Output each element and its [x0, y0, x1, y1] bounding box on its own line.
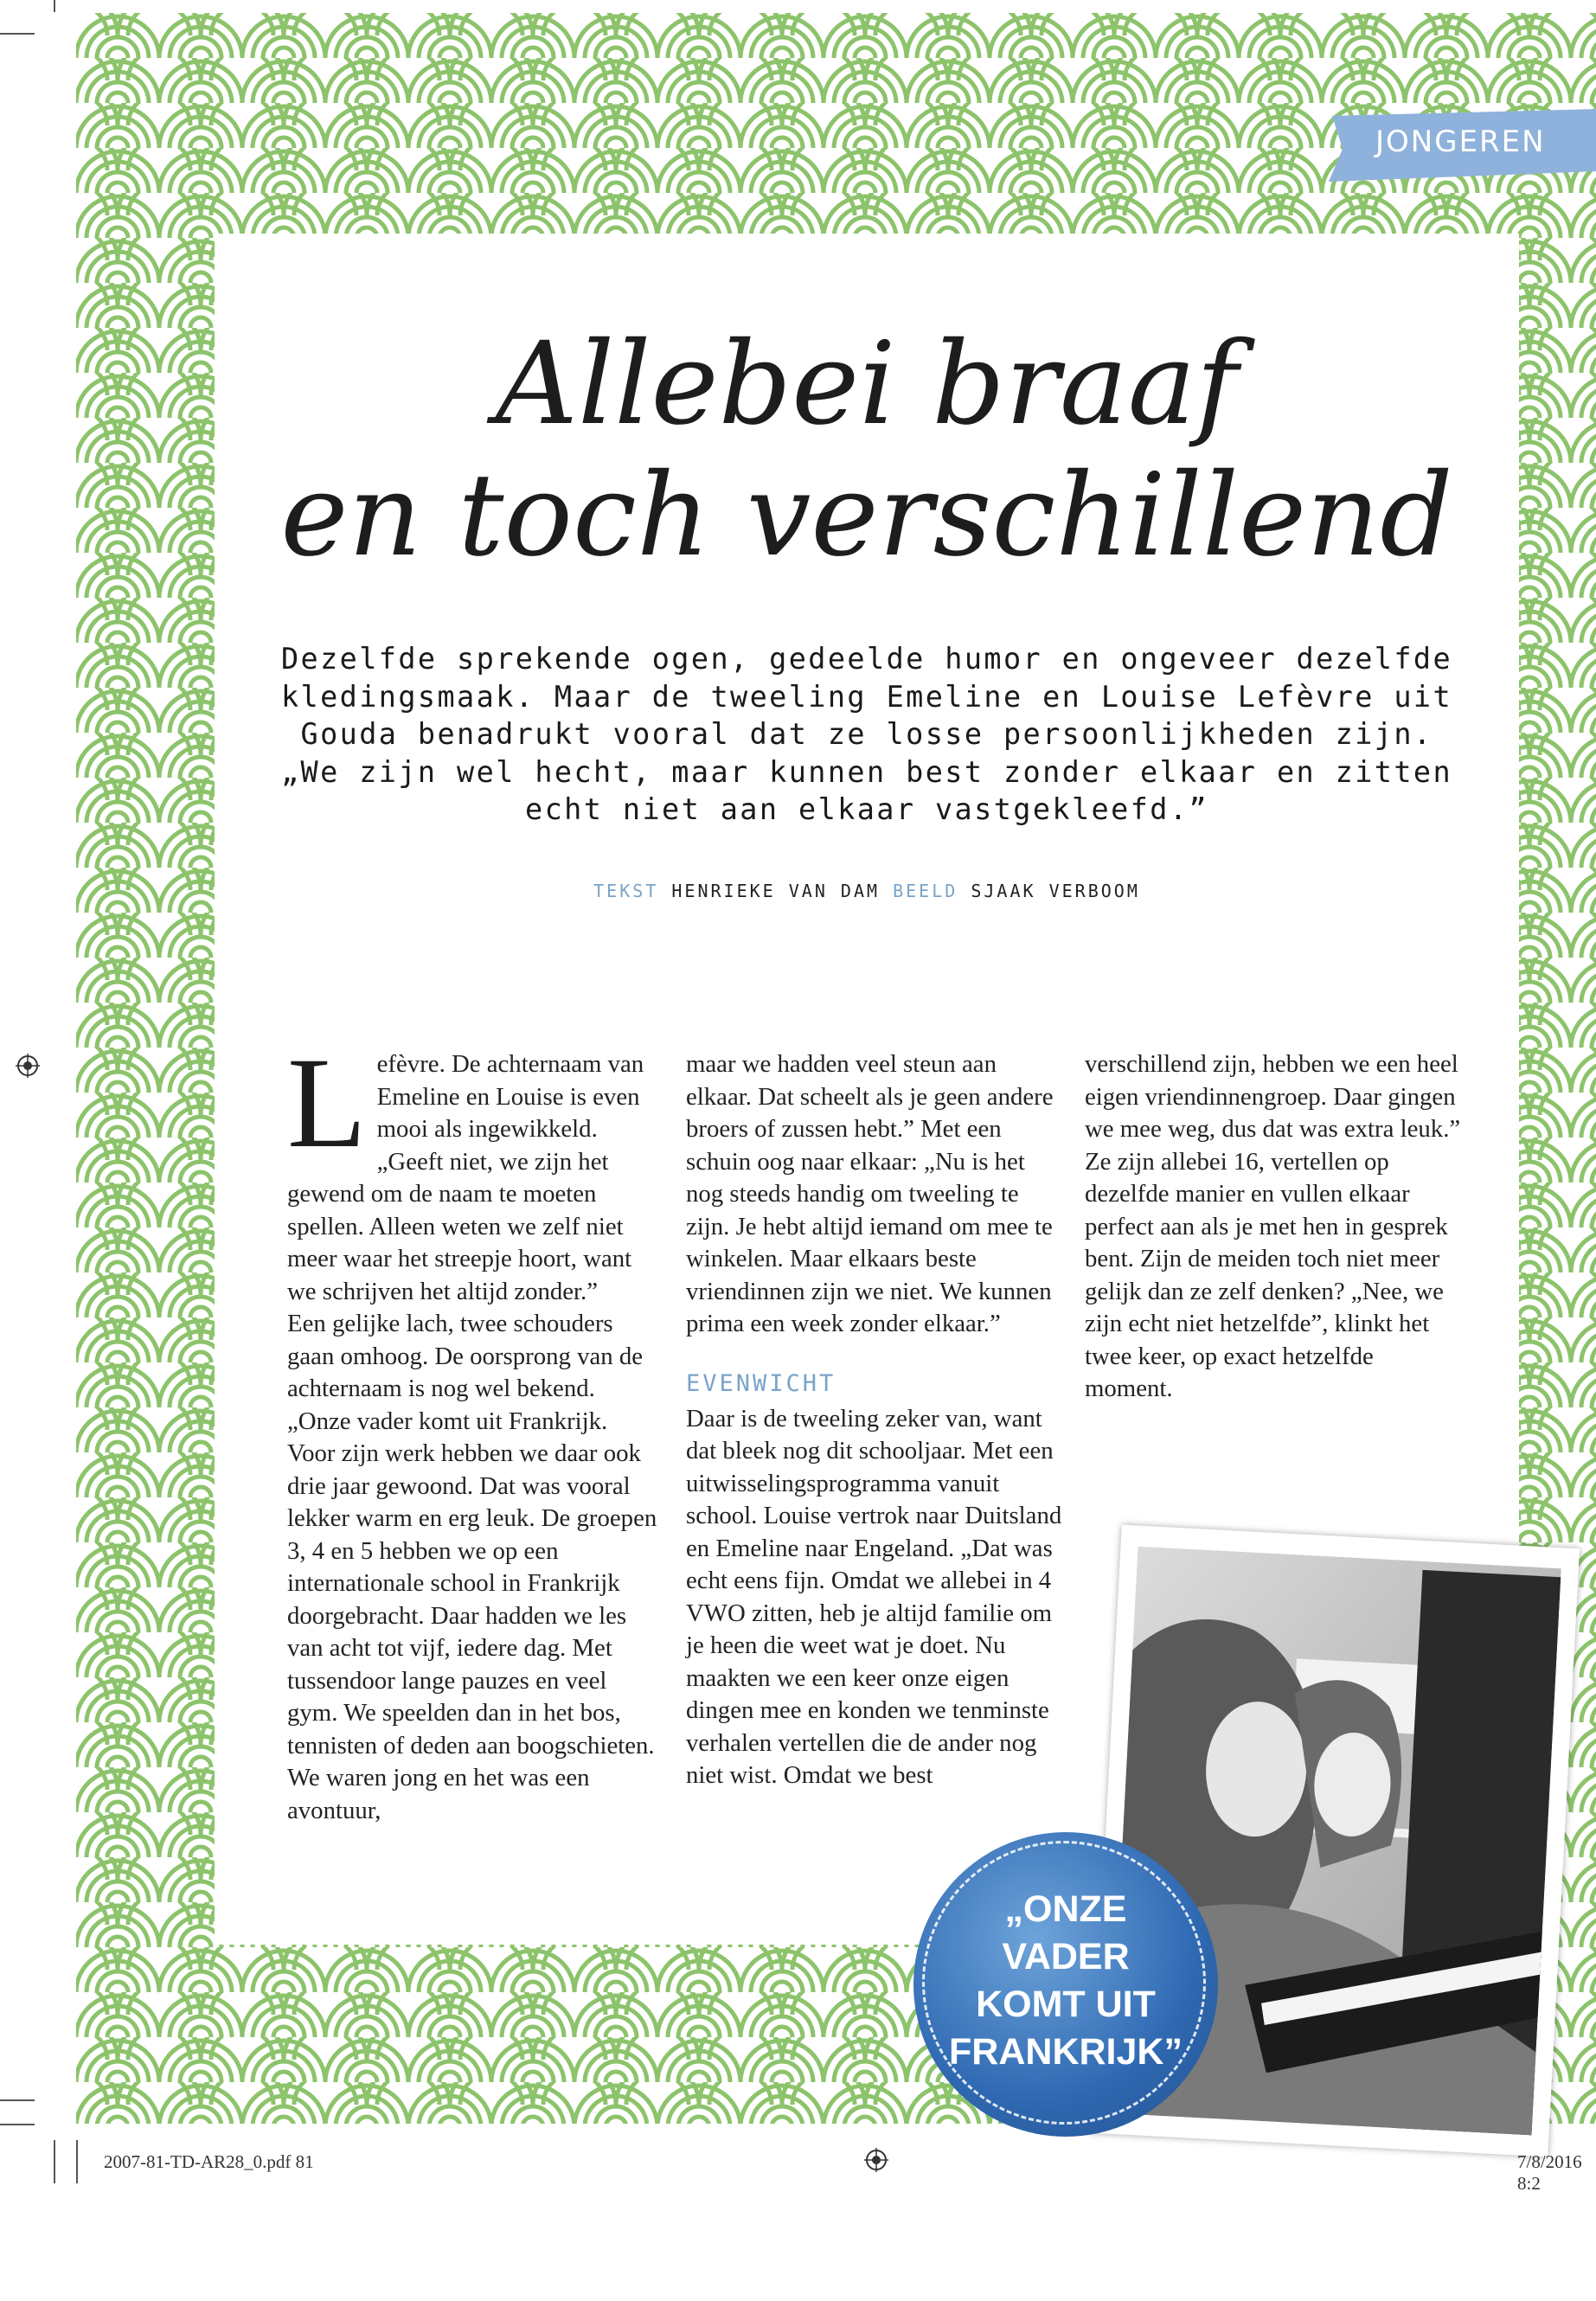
body-column-3: [1085, 1048, 1465, 1406]
text-credit-label: TEKST: [593, 881, 659, 901]
subheading: EVENWICHT: [686, 1369, 836, 1397]
photo-credit-author: SJAAK VERBOOM: [971, 881, 1140, 901]
credits-line: [215, 881, 1519, 901]
quote-line-4: FRANKRIJK”: [949, 2031, 1183, 2073]
crop-mark: [76, 2140, 78, 2183]
body-paragraph: efèvre. De achternaam van Emeline en Louise is even mooi als ingewikkeld. „Geeft niet, we zijn het gewend om de naam te moeten spellen. Alleen weten we zelf niet meer waar het streepje hoort, want we schrijven het altijd zonder.”: [287, 1050, 644, 1305]
body-paragraph: Een gelijke lach, twee schouders gaan omhoog. De oorsprong van de achternaam is nog wel bekend. „Onze vader komt uit Frankrijk. Voor zijn werk hebben we daar ook drie jaar gewoond. Dat was vooral lekker warm en erg leuk. De groepen 3, 4 en 5 hebben we op een internationale school in Frankrijk doorgebracht. Daar hadden we les van acht tot vijf, iedere dag. Met tussendoor lange pauzes en veel gym. We speelden dan in het bos, tennisten of deden aan boogschieten. We waren jong en het was een avontuur,: [287, 1310, 657, 1824]
section-ribbon: [1317, 109, 1596, 182]
body-paragraph: Ze zijn allebei 16, vertellen op dezelfde manier en vullen elkaar perfect aan als je met hen in gesprek bent. Zijn de meiden toch niet meer gelijk dan ze zelf denken? „Nee, we zijn echt niet hetzelfde”, klinkt het twee keer, op exact hetzelfde moment.: [1085, 1147, 1448, 1402]
footer-date: 7/8/2016 8:2: [1517, 2151, 1582, 2194]
section-tag: JONGEREN: [1375, 125, 1546, 159]
title-line-2: en toch verschillend: [280, 449, 1453, 582]
crop-mark: [0, 2124, 35, 2125]
body-column-1: [287, 1031, 659, 1827]
body-column-2: [686, 1048, 1067, 1792]
registration-mark-icon: [864, 2148, 888, 2172]
registration-mark-icon: [16, 1054, 40, 1078]
footer-file-info: 2007-81-TD-AR28_0.pdf 81: [104, 2151, 314, 2172]
pull-quote-badge: [913, 1832, 1218, 2137]
photo-credit-label: BEELD: [893, 881, 958, 901]
quote-line-3: KOMT UIT: [976, 1984, 1156, 2025]
crop-mark: [54, 2140, 55, 2183]
crop-mark: [54, 0, 55, 12]
body-paragraph: maar we hadden veel steun aan elkaar. Dat scheelt als je geen andere broers of zussen hebt.” Met een schuin oog naar elkaar: „Nu is het nog steeds handig om tweeling te zijn. Je hebt altijd iemand om mee te winkelen. Maar elkaars beste vriendinnen zijn we niet. We kunnen prima een week zonder elkaar.”: [686, 1050, 1054, 1337]
body-paragraph: Daar is de tweeling zeker van, want dat bleek nog dit schooljaar. Met een uitwisselingsprogramma vanuit school. Louise vertrok naar Duitsland en Emeline naar Engeland. „Dat was echt eens fijn. Omdat we allebei in 4 VWO zitten, heb je altijd familie om je heen die weet wat je doet. Nu maakten we een keer onze eigen dingen mee en konden we tenminste verhalen vertellen die de ander nog niet wist. Omdat we best: [686, 1404, 1062, 1789]
title-line-1: Allebei braaf: [495, 317, 1239, 451]
quote-line-2: VADER: [1002, 1936, 1130, 1977]
dropcap: L: [287, 1031, 367, 1175]
quote-line-1: „ONZE: [1004, 1888, 1127, 1930]
intro-text: Dezelfde sprekende ogen, gedeelde humor en ongeveer dezelfde kledingsmaak. Maar de tweeling Emeline en Louise Lefèvre uit Gouda benadrukt vooral dat ze losse persoonlijkheden zijn. „We zijn wel hecht, maar kunnen best zonder elkaar en zitten echt niet aan elkaar vastgekleefd.”: [280, 642, 1453, 826]
text-credit-author: HENRIEKE VAN DAM: [671, 881, 881, 901]
crop-mark: [0, 33, 35, 35]
crop-mark: [0, 2099, 35, 2101]
pull-quote: [913, 1886, 1218, 2076]
page-title: [215, 318, 1519, 581]
body-paragraph: verschillend zijn, hebben we een heel eigen vriendinnengroep. Daar gingen we mee weg, dus dat was extra leuk.”: [1085, 1050, 1461, 1143]
